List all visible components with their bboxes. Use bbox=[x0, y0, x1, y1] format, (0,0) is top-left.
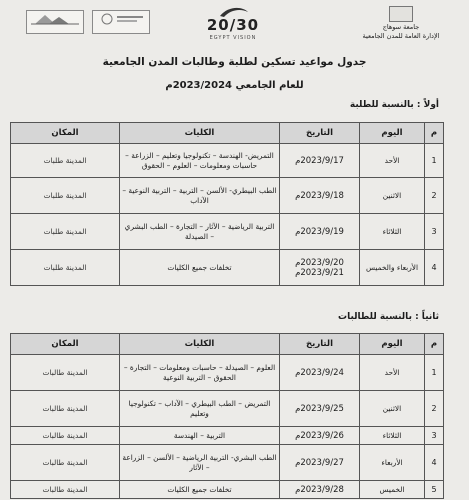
row-colleges: تخلفات جميع الكليات bbox=[120, 250, 280, 286]
row-num: 4 bbox=[425, 445, 444, 481]
table-row bbox=[11, 445, 444, 481]
row-num: 3 bbox=[425, 214, 444, 250]
row-date: 2023/9/17م bbox=[280, 144, 360, 178]
table-row bbox=[11, 250, 444, 286]
table-row bbox=[11, 178, 444, 214]
row-date: 2023/9/25م bbox=[280, 391, 360, 427]
column-header-date: التاريخ bbox=[280, 123, 360, 144]
row-num: 2 bbox=[425, 391, 444, 427]
row-day: الأربعاء bbox=[360, 445, 425, 481]
university-logo-icon bbox=[389, 6, 413, 22]
schedule-table-students bbox=[10, 122, 444, 286]
row-colleges: التمريض- الهندسة – تكنولوجيا وتعليم – الزراعة – حاسبات ومعلومات – العلوم – الحقوق bbox=[120, 144, 280, 178]
column-header-day: اليوم bbox=[360, 123, 425, 144]
row-date: 2023/9/24م bbox=[280, 355, 360, 391]
schedule-table-female-students bbox=[10, 333, 444, 499]
row-date: 2023/9/18م bbox=[280, 178, 360, 214]
row-place: المدينة طلبات bbox=[11, 144, 120, 178]
university-block bbox=[349, 6, 453, 41]
row-colleges: التربية الرياضية – الآثار – التجارة – الطب البشري – الصيدلة bbox=[120, 214, 280, 250]
row-date: 2023/9/27م bbox=[280, 445, 360, 481]
row-place: المدينة طلبات bbox=[11, 250, 120, 286]
row-place: المدينة طلبات bbox=[11, 178, 120, 214]
row-day: الأربعاء والخميس bbox=[360, 250, 425, 286]
row-place: المدينة طالبات bbox=[11, 481, 120, 499]
section-heading-female-students: ثانياً : بالنسبة للطالبات bbox=[338, 312, 439, 322]
table-header-row bbox=[11, 123, 444, 144]
row-num: 1 bbox=[425, 144, 444, 178]
column-header-colleges: الكليات bbox=[120, 334, 280, 355]
department-name: الإدارة العامة للمدن الجامعية bbox=[362, 32, 440, 40]
row-num: 2 bbox=[425, 178, 444, 214]
egypt-vision-logo bbox=[190, 4, 276, 46]
row-colleges: التربية – الهندسة bbox=[120, 427, 280, 445]
vision-label: EGYPT VISION bbox=[209, 35, 257, 41]
row-day: الأحد bbox=[360, 355, 425, 391]
row-day: الأحد bbox=[360, 144, 425, 178]
row-place: المدينة طالبات bbox=[11, 391, 120, 427]
row-num: 1 bbox=[425, 355, 444, 391]
row-colleges: تخلفات جميع الكليات bbox=[120, 481, 280, 499]
mountain-logo-icon bbox=[27, 12, 83, 26]
row-place: المدينة طالبات bbox=[11, 445, 120, 481]
table-row bbox=[11, 355, 444, 391]
row-colleges: العلوم – الصيدلة – حاسبات ومعلومات – التجارة – الحقوق – التربية النوعية bbox=[120, 355, 280, 391]
table-row bbox=[11, 391, 444, 427]
column-header-colleges: الكليات bbox=[120, 123, 280, 144]
row-colleges: الطب البشري- التربية الرياضية – الألسن – الزراعة – الآثار bbox=[120, 445, 280, 481]
row-colleges: التمريض – الطب البيطري – الآداب – تكنولوجيا وتعليم bbox=[120, 391, 280, 427]
row-day: الخميس bbox=[360, 481, 425, 499]
row-num: 4 bbox=[425, 250, 444, 286]
column-header-day: اليوم bbox=[360, 334, 425, 355]
page-title: جدول مواعيد تسكين لطلبة وطالبات المدن الجامعية bbox=[102, 56, 367, 68]
row-day: الاثنين bbox=[360, 178, 425, 214]
row-place: المدينة طلبات bbox=[11, 214, 120, 250]
column-header-place: المكان bbox=[11, 123, 120, 144]
row-date: 2023/9/20م 2023/9/21م bbox=[280, 250, 360, 286]
university-name: جامعة سوهاج bbox=[382, 23, 420, 31]
table-header-row bbox=[11, 334, 444, 355]
row-date: 2023/9/19م bbox=[280, 214, 360, 250]
column-header-date: التاريخ bbox=[280, 334, 360, 355]
column-header-num: م bbox=[425, 334, 444, 355]
section-heading-students: أولاً : بالنسبة للطلبة bbox=[349, 100, 439, 110]
column-header-place: المكان bbox=[11, 334, 120, 355]
row-day: الثلاثاء bbox=[360, 427, 425, 445]
vision-number: 20/30 bbox=[206, 16, 260, 34]
row-day: الاثنين bbox=[360, 391, 425, 427]
row-num: 3 bbox=[425, 427, 444, 445]
partner-logo-left bbox=[26, 10, 84, 34]
column-header-num: م bbox=[425, 123, 444, 144]
emblem-logo-icon bbox=[93, 12, 149, 26]
row-date: 2023/9/28م bbox=[280, 481, 360, 499]
row-place: المدينة طالبات bbox=[11, 427, 120, 445]
row-place: المدينة طالبات bbox=[11, 355, 120, 391]
row-day: الثلاثاء bbox=[360, 214, 425, 250]
academic-year-title: للعام الجامعي 2023/2024م bbox=[165, 80, 304, 91]
row-colleges: الطب البيطري- الألسن – التربية – التربية النوعية – الآداب bbox=[120, 178, 280, 214]
table-row bbox=[11, 144, 444, 178]
table-row bbox=[11, 214, 444, 250]
table-row bbox=[11, 427, 444, 445]
row-date: 2023/9/26م bbox=[280, 427, 360, 445]
row-num: 5 bbox=[425, 481, 444, 499]
partner-logo-right bbox=[92, 10, 150, 34]
table-row bbox=[11, 481, 444, 499]
